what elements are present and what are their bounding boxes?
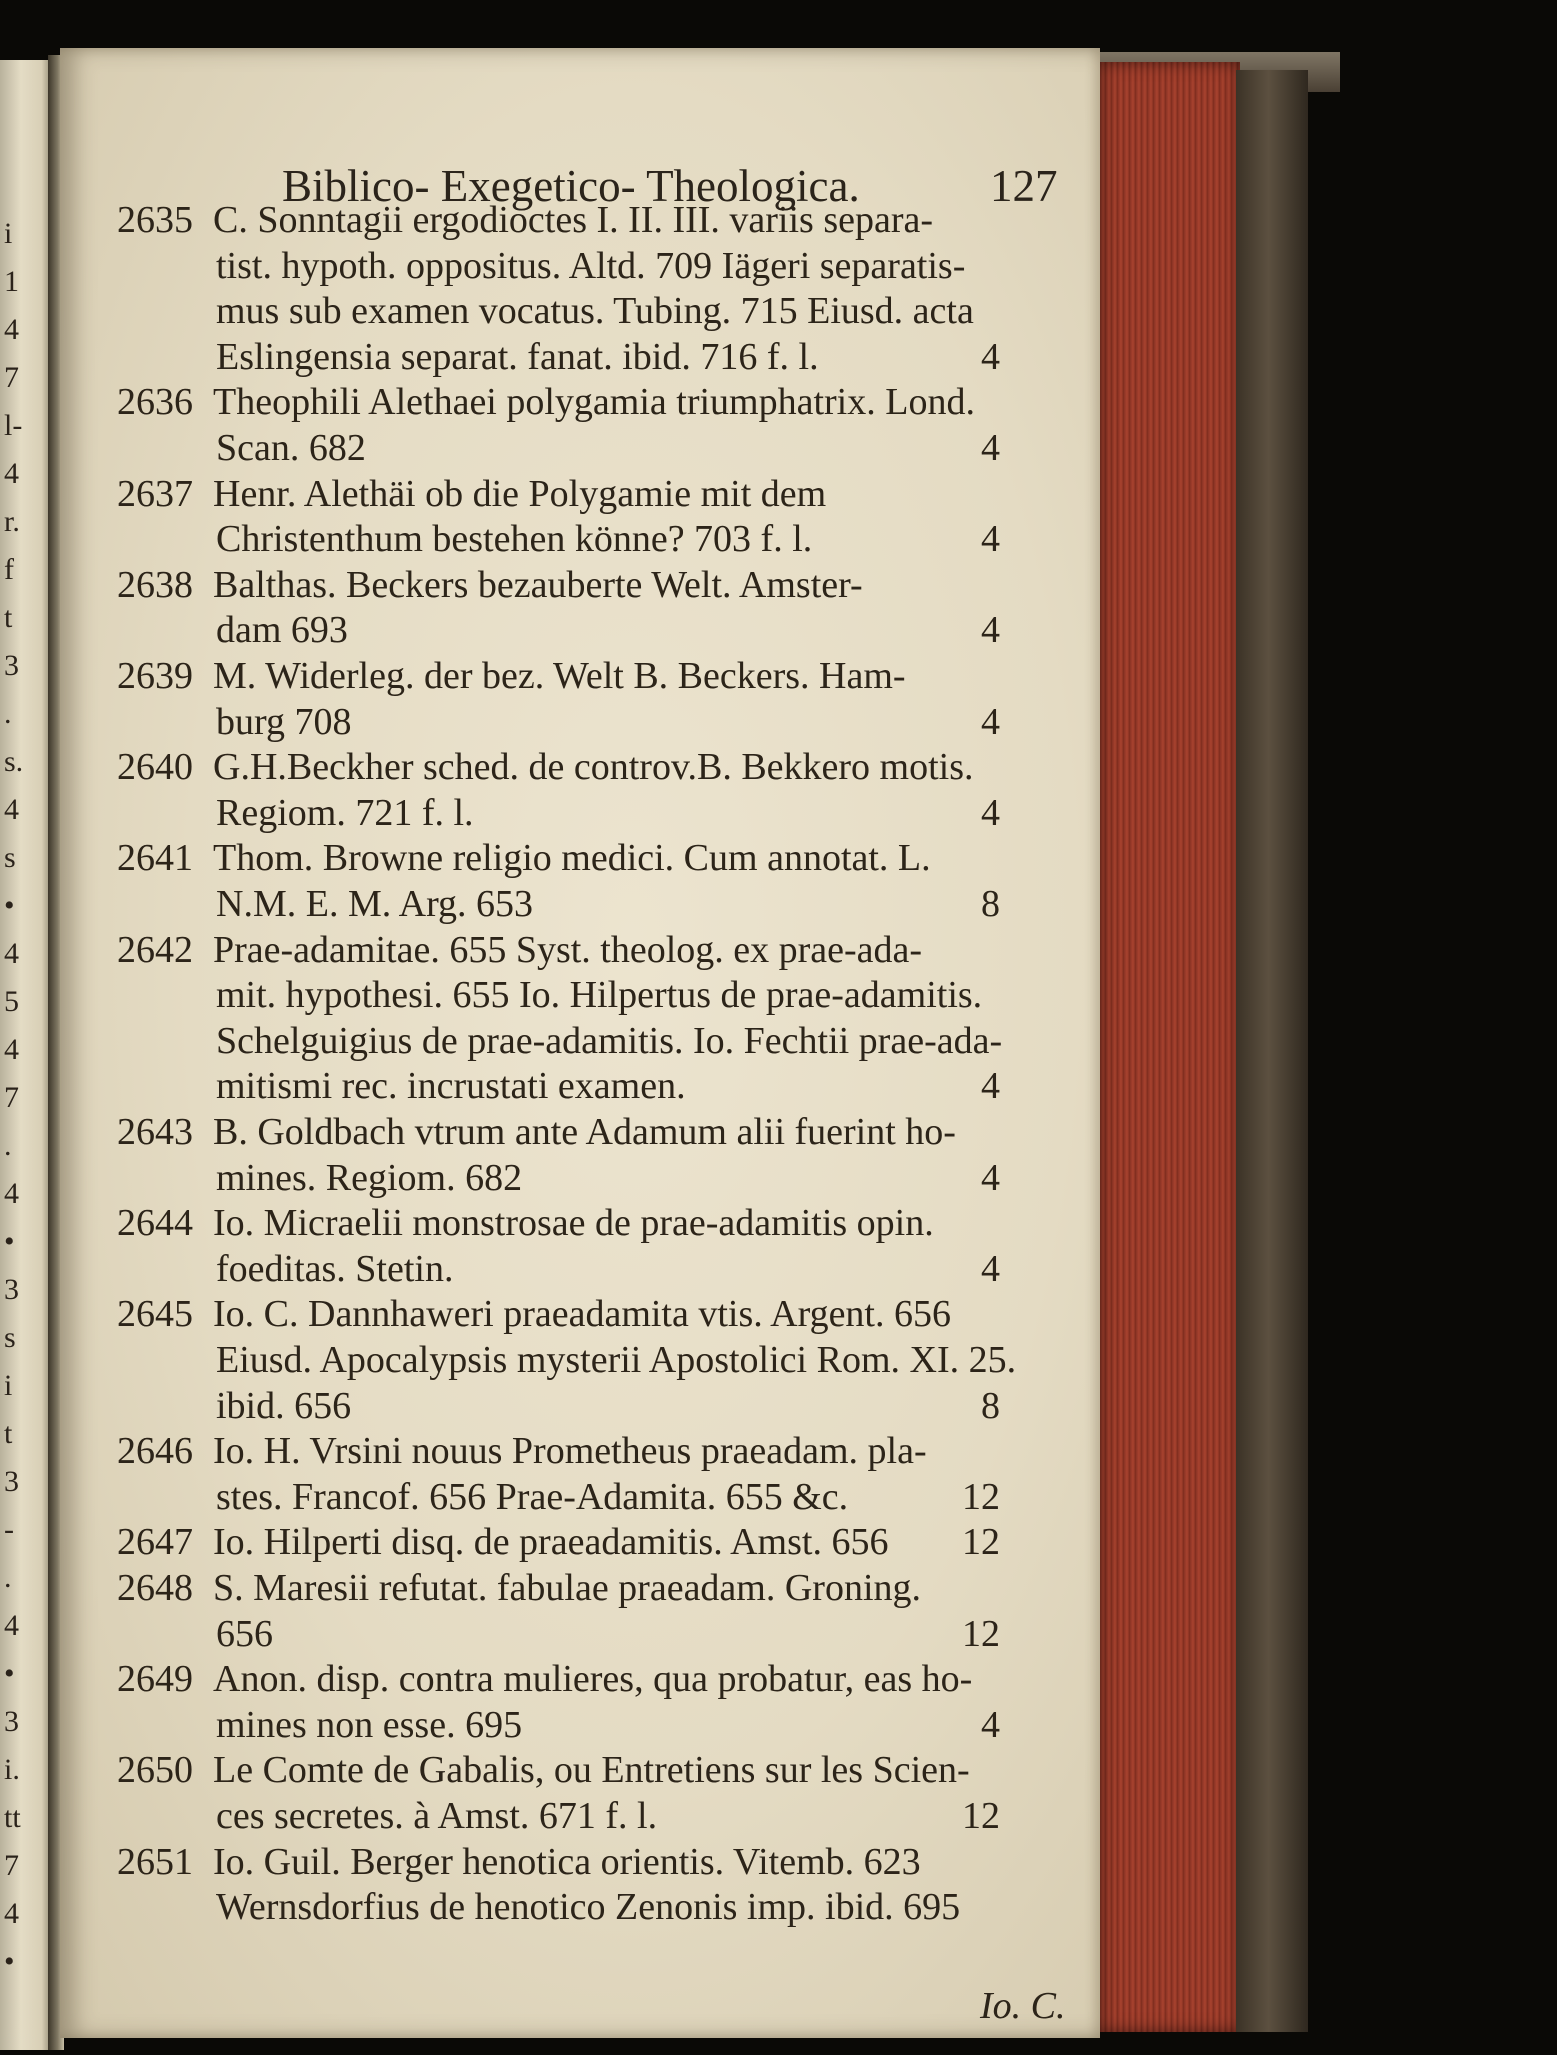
entry-text: Theophili Alethaei polygamia triumphatrix. Lond. xyxy=(213,381,975,424)
entry-text: Eslingensia separat. fanat. ibid. 716 f. l. xyxy=(216,335,819,378)
entry-first-line xyxy=(117,654,906,698)
left-margin-glyph: i. xyxy=(4,1753,20,1786)
entry-first-line xyxy=(117,198,933,242)
book-page xyxy=(60,48,1100,2038)
entry-text: mit. hypothesi. 655 Io. Hilpertus de prae-adamitis. xyxy=(216,974,983,1017)
entry-text: Regiom. 721 f. l. xyxy=(216,791,474,834)
entry-number: 2645 xyxy=(117,1293,193,1336)
left-margin-glyph: tt xyxy=(4,1801,21,1834)
left-margin-glyph: • xyxy=(4,889,15,922)
entry-price: 12 xyxy=(962,1475,1000,1518)
left-margin-glyph: 7 xyxy=(4,1081,19,1114)
entry-text: Le Comte de Gabalis, ou Entretiens sur les Scien- xyxy=(213,1749,970,1792)
entry-text: Henr. Alethäi ob die Polygamie mit dem xyxy=(213,472,827,515)
left-margin-glyph: 4 xyxy=(4,313,19,346)
left-margin-glyph: r. xyxy=(4,505,20,538)
left-margin-glyph: i xyxy=(4,217,13,250)
entry-continuation-line xyxy=(216,1338,1016,1382)
entry-continuation-line xyxy=(216,244,965,288)
entry-continuation-line xyxy=(216,335,819,379)
entry-text: Balthas. Beckers bezauberte Welt. Amster- xyxy=(213,563,863,606)
red-page-edges xyxy=(1100,62,1240,2032)
entry-first-line xyxy=(117,1429,927,1473)
left-margin-glyph: . xyxy=(4,1561,12,1594)
entry-text: Io. Guil. Berger henotica orientis. Vitemb. 623 xyxy=(213,1840,921,1883)
entry-price: 4 xyxy=(981,1156,1000,1199)
entry-continuation-line xyxy=(216,289,974,333)
entry-first-line xyxy=(117,1657,972,1701)
entry-text: Anon. disp. contra mulieres, qua probatur, eas ho- xyxy=(213,1658,973,1701)
entry-text: Scan. 682 xyxy=(216,427,366,469)
entry-number: 2649 xyxy=(117,1658,193,1701)
entry-price: 4 xyxy=(981,1065,1000,1108)
entry-continuation-line xyxy=(216,426,366,470)
entry-text: Io. Hilperti disq. de praeadamitis. Amst. 656 xyxy=(213,1521,889,1564)
entry-text: foeditas. Stetin. xyxy=(216,1247,454,1290)
left-margin-glyph: 4 xyxy=(4,1177,19,1210)
entry-price: 4 xyxy=(981,1703,1000,1746)
left-margin-glyph: 7 xyxy=(4,1849,19,1882)
entry-text: mines non esse. 695 xyxy=(216,1703,523,1746)
entry-price: 8 xyxy=(981,1384,1000,1427)
entry-number: 2642 xyxy=(117,928,193,971)
left-margin-glyph: • xyxy=(4,1945,15,1978)
entry-text: Io. H. Vrsini nouus Prometheus praeadam. pla- xyxy=(213,1430,927,1473)
entry-continuation-line xyxy=(216,517,812,561)
entry-text: mitismi rec. incrustati examen. xyxy=(216,1065,686,1108)
entry-text: mines. Regiom. 682 xyxy=(216,1156,523,1199)
left-margin-glyph: s xyxy=(4,841,16,874)
left-margin-glyph: 3 xyxy=(4,1705,19,1738)
entry-text: Wernsdorfius de henotico Zenonis imp. ibid. 695 xyxy=(216,1886,961,1929)
book-board xyxy=(1236,70,1308,2032)
entry-continuation-line xyxy=(216,1156,522,1200)
entry-price: 4 xyxy=(981,335,1000,378)
left-margin-glyph: 4 xyxy=(4,793,19,826)
entry-first-line xyxy=(117,1201,934,1245)
entry-text: N.M. E. M. Arg. 653 xyxy=(216,883,534,925)
entry-continuation-line xyxy=(216,791,474,835)
entry-number: 2644 xyxy=(117,1202,193,1245)
entry-text: tist. hypoth. oppositus. Altd. 709 Iägeri separatis- xyxy=(216,244,966,287)
entry-text: Schelguigius de prae-adamitis. Io. Fechtii prae-ada- xyxy=(216,1019,1003,1062)
entry-number: 2647 xyxy=(117,1521,193,1564)
left-margin-glyph: 4 xyxy=(4,457,19,490)
entry-first-line xyxy=(117,928,922,972)
entry-text: mus sub examen vocatus. Tubing. 715 Eiusd. acta xyxy=(216,290,974,333)
entry-first-line xyxy=(117,1840,921,1884)
entry-text: 656 xyxy=(216,1612,273,1655)
entry-continuation-line xyxy=(216,1064,686,1108)
entry-first-line xyxy=(117,1748,970,1792)
left-margin-glyph: 4 xyxy=(4,1609,19,1642)
entry-number: 2641 xyxy=(117,837,193,880)
entry-number: 2636 xyxy=(117,381,193,424)
entry-number: 2648 xyxy=(117,1567,193,1609)
entry-first-line xyxy=(117,1566,921,1610)
left-margin-glyph: 7 xyxy=(4,361,19,394)
entry-text: Prae-adamitae. 655 Syst. theolog. ex prae-ada- xyxy=(213,928,923,971)
entry-text: stes. Francof. 656 Prae-Adamita. 655 &c. xyxy=(216,1475,849,1518)
entry-text: B. Goldbach vtrum ante Adamum alii fuerint ho- xyxy=(213,1111,956,1153)
left-page-edge xyxy=(0,60,52,2050)
entry-first-line xyxy=(117,1520,888,1564)
entry-continuation-line xyxy=(216,1019,1002,1063)
entry-text: dam 693 xyxy=(216,609,348,652)
entry-first-line xyxy=(117,1110,956,1154)
entry-text: S. Maresii refutat. fabulae praeadam. Groning. xyxy=(213,1567,922,1609)
left-margin-glyph: 3 xyxy=(4,1465,19,1498)
entry-continuation-line xyxy=(216,1612,273,1656)
entry-text: ibid. 656 xyxy=(216,1384,352,1427)
entry-text: C. Sonntagii ergodioctes I. II. III. variis separa- xyxy=(213,199,934,241)
entry-price: 8 xyxy=(981,883,1000,925)
entry-continuation-line xyxy=(216,1384,351,1428)
entry-number: 2635 xyxy=(117,199,193,241)
left-margin-glyph: . xyxy=(4,697,12,730)
left-margin-glyph: i xyxy=(4,1369,13,1402)
entry-number: 2637 xyxy=(117,472,193,515)
entry-continuation-line xyxy=(216,700,351,744)
left-margin-glyph: . xyxy=(4,1129,12,1162)
left-margin-glyph: • xyxy=(4,1225,15,1258)
entry-price: 4 xyxy=(981,700,1000,743)
entry-price: 4 xyxy=(981,427,1000,469)
running-head: Biblico- Exegetico- Theologica. xyxy=(282,161,860,211)
entry-text: Eiusd. Apocalypsis mysterii Apostolici Rom. XI. 25. xyxy=(216,1339,1017,1381)
entry-number: 2640 xyxy=(117,746,193,789)
entry-text: M. Widerleg. der bez. Welt B. Beckers. Ham- xyxy=(213,655,906,697)
entry-text: Io. Micraelii monstrosae de prae-adamitis opin. xyxy=(213,1202,934,1245)
left-margin-glyph: s xyxy=(4,1321,16,1354)
entry-text: Christenthum bestehen könne? 703 f. l. xyxy=(216,518,813,561)
left-margin-glyph: 3 xyxy=(4,649,19,682)
entry-continuation-line xyxy=(216,1475,848,1519)
entry-continuation-line xyxy=(216,1794,657,1838)
left-page-glyphs xyxy=(4,210,34,1986)
entry-price: 4 xyxy=(981,791,1000,834)
left-margin-glyph: 4 xyxy=(4,1897,19,1930)
left-margin-glyph: s. xyxy=(4,745,24,778)
entry-text: Thom. Browne religio medici. Cum annotat. L. xyxy=(213,837,931,880)
left-margin-glyph: l- xyxy=(4,409,23,442)
entry-continuation-line xyxy=(216,1703,522,1747)
left-margin-glyph: 5 xyxy=(4,985,19,1018)
entry-continuation-line xyxy=(216,1247,453,1291)
entry-continuation-line xyxy=(216,973,982,1017)
entry-price: 4 xyxy=(981,609,1000,652)
entry-number: 2638 xyxy=(117,563,193,606)
left-margin-glyph: t xyxy=(4,1417,13,1450)
entry-number: 2643 xyxy=(117,1111,193,1153)
entry-price: 12 xyxy=(962,1521,1000,1564)
entry-continuation-line xyxy=(216,608,348,652)
page-number: 127 xyxy=(990,161,1058,211)
entry-first-line xyxy=(117,745,974,789)
entry-price: 4 xyxy=(981,1247,1000,1290)
entry-number: 2639 xyxy=(117,655,193,697)
entry-first-line xyxy=(117,836,931,880)
left-margin-glyph: 3 xyxy=(4,1273,19,1306)
catchword: Io. C. xyxy=(980,1985,1066,2027)
left-margin-glyph: 4 xyxy=(4,937,19,970)
left-margin-glyph: 4 xyxy=(4,1033,19,1066)
entry-price: 4 xyxy=(981,518,1000,561)
entry-text: ces secretes. à Amst. 671 f. l. xyxy=(216,1795,658,1837)
left-margin-glyph: t xyxy=(4,601,13,634)
left-margin-glyph: f xyxy=(4,553,14,586)
entry-number: 2651 xyxy=(117,1840,193,1883)
entry-first-line xyxy=(117,563,863,607)
entry-text: burg 708 xyxy=(216,700,352,743)
entry-continuation-line xyxy=(216,1885,960,1929)
left-margin-glyph: • xyxy=(4,1657,15,1690)
entry-text: G.H.Beckher sched. de controv.B. Bekkero motis. xyxy=(213,746,974,789)
left-margin-glyph: - xyxy=(4,1513,14,1546)
entry-number: 2646 xyxy=(117,1430,193,1473)
entry-first-line xyxy=(117,1292,951,1336)
entry-first-line xyxy=(117,472,826,516)
entry-continuation-line xyxy=(216,882,533,926)
entry-price: 12 xyxy=(962,1612,1000,1655)
entry-number: 2650 xyxy=(117,1749,193,1792)
left-margin-glyph: 1 xyxy=(4,265,19,298)
entry-price: 12 xyxy=(962,1795,1000,1837)
entry-first-line xyxy=(117,380,975,424)
entry-text: Io. C. Dannhaweri praeadamita vtis. Argent. 656 xyxy=(213,1293,951,1336)
